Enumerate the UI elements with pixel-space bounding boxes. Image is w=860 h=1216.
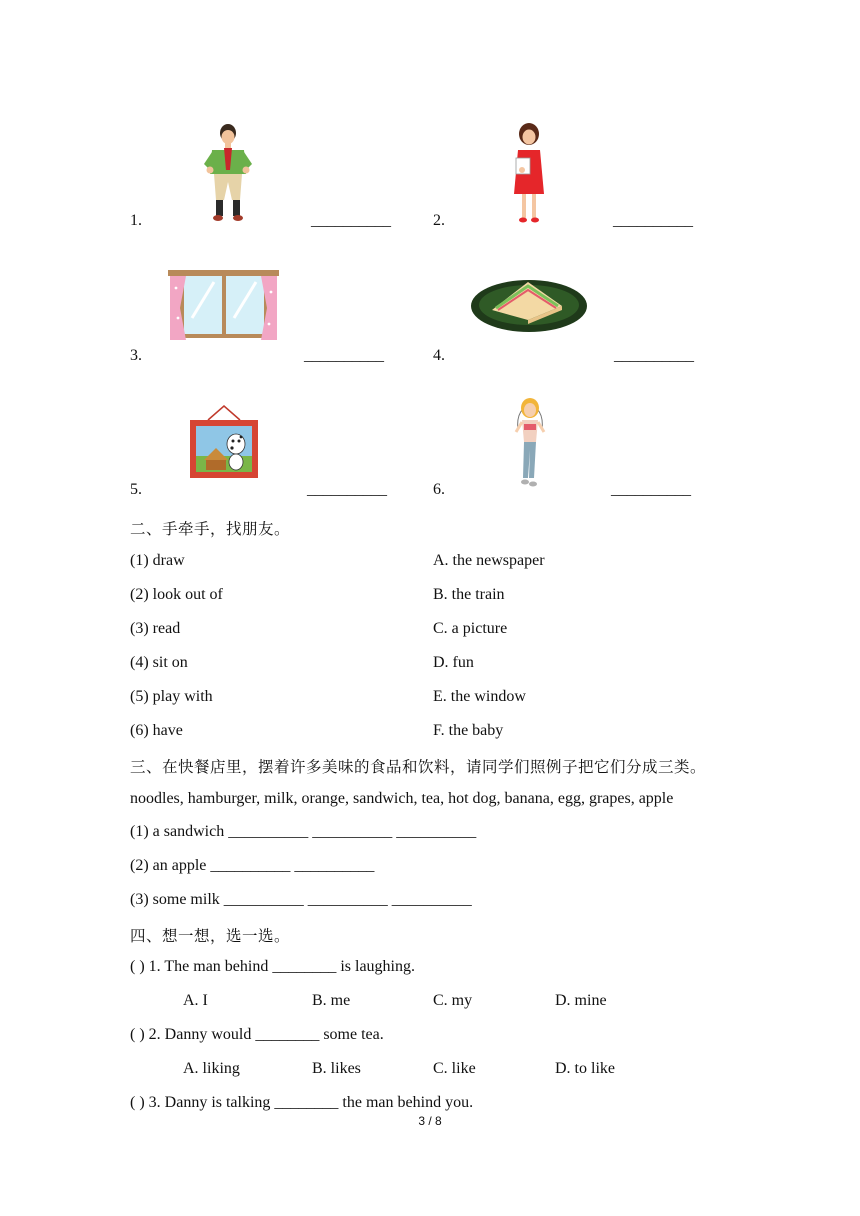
- man-standing-icon: [200, 124, 256, 224]
- item-number: 1.: [130, 212, 142, 229]
- match-right-item: F. the baby: [433, 722, 504, 739]
- match-left-item: (4) sit on: [130, 654, 188, 671]
- category-row[interactable]: (1) a sandwich __________ __________ __________: [130, 823, 477, 840]
- answer-blank[interactable]: __________: [611, 481, 691, 498]
- category-row[interactable]: (3) some milk __________ __________ __________: [130, 891, 472, 908]
- match-right-item: D. fun: [433, 654, 474, 671]
- page-number: 3 / 8: [418, 1114, 442, 1128]
- picture-frame-icon: [188, 404, 260, 480]
- item-number: 4.: [433, 347, 445, 364]
- section-heading-2: 二、手牵手，找朋友。: [130, 520, 291, 538]
- answer-blank[interactable]: __________: [614, 347, 694, 364]
- answer-blank[interactable]: __________: [613, 212, 693, 229]
- match-right-item: E. the window: [433, 688, 526, 705]
- match-left-item: (5) play with: [130, 688, 213, 705]
- match-left-item: (3) read: [130, 620, 181, 637]
- match-right-item: B. the train: [433, 586, 505, 603]
- word-bank: noodles, hamburger, milk, orange, sandwich, tea, hot dog, banana, egg, grapes, apple: [130, 790, 674, 807]
- match-left-item: (1) draw: [130, 552, 185, 569]
- question-stem[interactable]: ( ) 3. Danny is talking ________ the man behind you.: [130, 1094, 474, 1111]
- match-left-item: (6) have: [130, 722, 183, 739]
- answer-blank[interactable]: __________: [311, 212, 391, 229]
- item-number: 5.: [130, 481, 142, 498]
- item-number: 2.: [433, 212, 445, 229]
- option[interactable]: D. mine: [555, 992, 607, 1009]
- item-number: 3.: [130, 347, 142, 364]
- girl-skipping-rope-icon: [508, 390, 552, 492]
- match-right-item: A. the newspaper: [433, 552, 545, 569]
- option[interactable]: A. liking: [183, 1060, 240, 1077]
- section-heading-4: 四、想一想，选一选。: [130, 927, 291, 945]
- question-stem[interactable]: ( ) 2. Danny would ________ some tea.: [130, 1026, 384, 1043]
- answer-blank[interactable]: __________: [307, 481, 387, 498]
- option[interactable]: C. like: [433, 1060, 476, 1077]
- window-icon: [166, 268, 281, 342]
- option[interactable]: A. I: [183, 992, 208, 1009]
- match-left-item: (2) look out of: [130, 586, 223, 603]
- category-row[interactable]: (2) an apple __________ __________: [130, 857, 375, 874]
- option[interactable]: B. me: [312, 992, 351, 1009]
- section-heading-3: 三、在快餐店里，摆着许多美味的食品和饮料，请同学们照例子把它们分成三类。: [130, 758, 707, 776]
- option[interactable]: D. to like: [555, 1060, 615, 1077]
- sandwich-plate-icon: [470, 276, 588, 334]
- answer-blank[interactable]: __________: [304, 347, 384, 364]
- match-right-item: C. a picture: [433, 620, 508, 637]
- option[interactable]: C. my: [433, 992, 473, 1009]
- option[interactable]: B. likes: [312, 1060, 361, 1077]
- woman-reading-icon: [508, 122, 550, 228]
- item-number: 6.: [433, 481, 445, 498]
- question-stem[interactable]: ( ) 1. The man behind ________ is laughing.: [130, 958, 415, 975]
